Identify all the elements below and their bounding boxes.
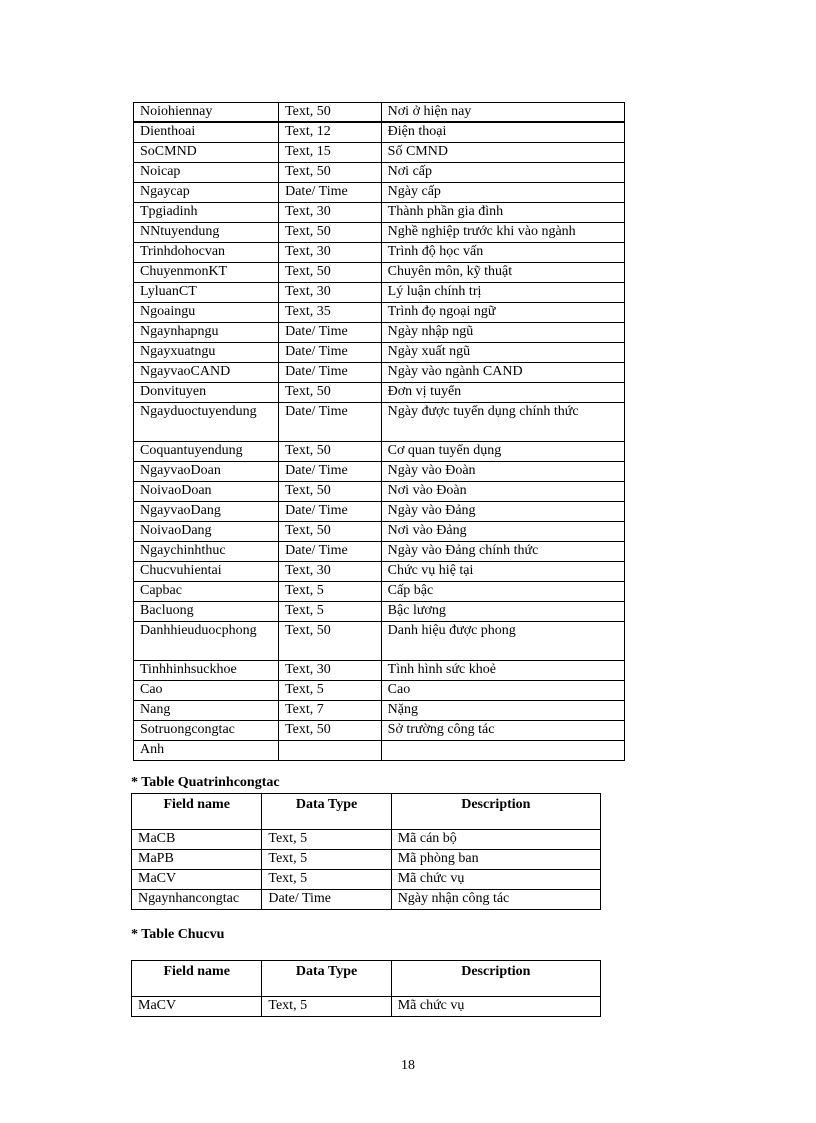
data-type-cell: Date/ Time: [279, 502, 382, 522]
table-row: [134, 323, 625, 343]
description-cell: Sở trường công tác: [381, 721, 624, 741]
description-cell: Bậc lương: [381, 602, 624, 622]
field-name-cell: Trinhdohocvan: [134, 243, 279, 263]
field-name-cell: Tinhhinhsuckhoe: [134, 661, 279, 681]
field-name-cell: NgayvaoDang: [134, 502, 279, 522]
table-row: [134, 741, 625, 761]
table-row: [134, 383, 625, 403]
description-cell: Chức vụ hiệ tại: [381, 562, 624, 582]
data-type-cell: Text, 30: [279, 203, 382, 223]
description-cell: Nơi vào Đoàn: [381, 482, 624, 502]
table-row: [132, 830, 601, 850]
data-type-cell: Text, 50: [279, 383, 382, 403]
table-row: [134, 721, 625, 741]
description-cell: Nơi cấp: [381, 163, 624, 183]
description-cell: Tình hình sức khoẻ: [381, 661, 624, 681]
data-type-cell: Date/ Time: [279, 403, 382, 442]
description-header: Description: [391, 961, 600, 997]
data-type-cell: Text, 5: [279, 602, 382, 622]
description-cell: Đơn vị tuyển: [381, 383, 624, 403]
data-type-cell: Text, 50: [279, 163, 382, 183]
description-cell: Cấp bậc: [381, 582, 624, 602]
table-row: [134, 143, 625, 163]
field-name-cell: Bacluong: [134, 602, 279, 622]
table-header-row: [132, 961, 601, 997]
table-row: [134, 122, 625, 143]
field-name-cell: LyluanCT: [134, 283, 279, 303]
table-row: [134, 562, 625, 582]
table-row: [134, 582, 625, 602]
table-row: [134, 701, 625, 721]
data-type-cell: Text, 5: [262, 850, 391, 870]
description-cell: Mã phòng ban: [391, 850, 600, 870]
field-name-cell: Chucvuhientai: [134, 562, 279, 582]
table-row: [134, 183, 625, 203]
description-cell: Ngày vào Đảng: [381, 502, 624, 522]
data-type-cell: Text, 50: [279, 522, 382, 542]
data-type-cell: Text, 50: [279, 622, 382, 661]
description-cell: Trình đọ ngoại ngữ: [381, 303, 624, 323]
data-type-header: Data Type: [262, 961, 391, 997]
quatrinhcongtac-body: [132, 830, 601, 910]
description-cell: Trình độ học vấn: [381, 243, 624, 263]
data-type-cell: Text, 15: [279, 143, 382, 163]
description-cell: Điện thoại: [381, 122, 624, 143]
field-name-cell: Ngaycap: [134, 183, 279, 203]
field-name-cell: SoCMND: [134, 143, 279, 163]
field-name-cell: MaCV: [132, 870, 262, 890]
table-row: [134, 103, 625, 123]
data-type-cell: Date/ Time: [279, 542, 382, 562]
field-name-cell: Dienthoai: [134, 122, 279, 143]
table-row: [134, 482, 625, 502]
field-name-cell: Tpgiadinh: [134, 203, 279, 223]
field-name-cell: Danhhieuduocphong: [134, 622, 279, 661]
data-type-cell: Text, 7: [279, 701, 382, 721]
table-row: [134, 303, 625, 323]
table-row: [134, 661, 625, 681]
description-header: Description: [391, 794, 600, 830]
description-cell: Thành phần gia đình: [381, 203, 624, 223]
field-name-cell: Noiohiennay: [134, 103, 279, 123]
field-name-cell: NgayvaoCAND: [134, 363, 279, 383]
field-name-header: Field name: [132, 794, 262, 830]
data-type-cell: Date/ Time: [279, 183, 382, 203]
table-row: [134, 243, 625, 263]
description-cell: Danh hiệu được phong: [381, 622, 624, 661]
table-row: [134, 203, 625, 223]
data-type-cell: Text, 30: [279, 243, 382, 263]
table-row: [134, 283, 625, 303]
table-row: [134, 622, 625, 661]
table-row: [134, 403, 625, 442]
field-name-cell: MaCB: [132, 830, 262, 850]
data-type-cell: Text, 50: [279, 482, 382, 502]
description-cell: Ngày vào Đoàn: [381, 462, 624, 482]
description-cell: Ngày nhập ngũ: [381, 323, 624, 343]
data-type-cell: [279, 741, 382, 761]
description-cell: Lý luận chính trị: [381, 283, 624, 303]
field-name-cell: Ngayxuatngu: [134, 343, 279, 363]
table-row: [134, 502, 625, 522]
data-type-cell: Text, 30: [279, 562, 382, 582]
table-row: [134, 263, 625, 283]
table-row: [132, 850, 601, 870]
field-name-cell: Cao: [134, 681, 279, 701]
main-fields-body: [134, 103, 625, 761]
description-cell: Cơ quan tuyển dụng: [381, 442, 624, 462]
chucvu-table: [131, 960, 601, 1017]
field-name-cell: MaCV: [132, 997, 262, 1017]
description-cell: Ngày vào Đảng chính thức: [381, 542, 624, 562]
description-cell: Nơi ở hiện nay: [381, 103, 624, 123]
description-cell: Ngày cấp: [381, 183, 624, 203]
main-fields-table: [133, 102, 625, 761]
description-cell: Nặng: [381, 701, 624, 721]
page-number: 18: [401, 1058, 415, 1073]
data-type-cell: Text, 50: [279, 103, 382, 123]
quatrinhcongtac-title: * Table Quatrinhcongtac: [131, 775, 280, 790]
field-name-cell: Ngoaingu: [134, 303, 279, 323]
field-name-cell: Donvituyen: [134, 383, 279, 403]
field-name-cell: Coquantuyendung: [134, 442, 279, 462]
data-type-cell: Text, 30: [279, 283, 382, 303]
table-row: [134, 223, 625, 243]
table-header-row: [132, 794, 601, 830]
data-type-header: Data Type: [262, 794, 391, 830]
data-type-cell: Text, 5: [279, 582, 382, 602]
field-name-cell: ChuyenmonKT: [134, 263, 279, 283]
description-cell: Mã cán bộ: [391, 830, 600, 850]
table-row: [132, 870, 601, 890]
data-type-cell: Text, 50: [279, 721, 382, 741]
table-row: [134, 163, 625, 183]
description-cell: Số CMND: [381, 143, 624, 163]
table-row: [134, 522, 625, 542]
data-type-cell: Date/ Time: [279, 323, 382, 343]
data-type-cell: Text, 12: [279, 122, 382, 143]
data-type-cell: Text, 30: [279, 661, 382, 681]
table-row: [134, 602, 625, 622]
table-row: [132, 890, 601, 910]
data-type-cell: Text, 5: [262, 830, 391, 850]
table-row: [132, 997, 601, 1017]
description-cell: Mã chức vụ: [391, 870, 600, 890]
description-cell: Mã chức vụ: [391, 997, 600, 1017]
description-cell: Ngày xuất ngũ: [381, 343, 624, 363]
data-type-cell: Text, 50: [279, 442, 382, 462]
field-name-cell: Anh: [134, 741, 279, 761]
table-row: [134, 681, 625, 701]
field-name-cell: Nang: [134, 701, 279, 721]
field-name-cell: NNtuyendung: [134, 223, 279, 243]
chucvu-body: [132, 997, 601, 1017]
field-name-cell: NoivaoDang: [134, 522, 279, 542]
field-name-cell: Ngaynhapngu: [134, 323, 279, 343]
field-name-cell: NoivaoDoan: [134, 482, 279, 502]
data-type-cell: Text, 5: [279, 681, 382, 701]
field-name-cell: NgayvaoDoan: [134, 462, 279, 482]
table-row: [134, 462, 625, 482]
field-name-cell: Ngaynhancongtac: [132, 890, 262, 910]
data-type-cell: Date/ Time: [279, 462, 382, 482]
data-type-cell: Date/ Time: [279, 363, 382, 383]
field-name-cell: Sotruongcongtac: [134, 721, 279, 741]
table-row: [134, 363, 625, 383]
description-cell: Nghề nghiệp trước khi vào ngành: [381, 223, 624, 243]
data-type-cell: Date/ Time: [279, 343, 382, 363]
table-row: [134, 343, 625, 363]
data-type-cell: Text, 50: [279, 263, 382, 283]
field-name-header: Field name: [132, 961, 262, 997]
quatrinhcongtac-table: [131, 793, 601, 910]
description-cell: [381, 741, 624, 761]
description-cell: Ngày vào ngành CAND: [381, 363, 624, 383]
description-cell: Ngày nhận công tác: [391, 890, 600, 910]
field-name-cell: Ngaychinhthuc: [134, 542, 279, 562]
field-name-cell: Noicap: [134, 163, 279, 183]
field-name-cell: Capbac: [134, 582, 279, 602]
data-type-cell: Text, 5: [262, 870, 391, 890]
data-type-cell: Date/ Time: [262, 890, 391, 910]
data-type-cell: Text, 5: [262, 997, 391, 1017]
field-name-cell: Ngayduoctuyendung: [134, 403, 279, 442]
table-row: [134, 442, 625, 462]
description-cell: Cao: [381, 681, 624, 701]
description-cell: Ngày được tuyển dụng chính thức: [381, 403, 624, 442]
data-type-cell: Text, 50: [279, 223, 382, 243]
table-row: [134, 542, 625, 562]
description-cell: Nơi vào Đảng: [381, 522, 624, 542]
chucvu-title: * Table Chucvu: [131, 927, 225, 942]
description-cell: Chuyên môn, kỹ thuật: [381, 263, 624, 283]
field-name-cell: MaPB: [132, 850, 262, 870]
data-type-cell: Text, 35: [279, 303, 382, 323]
